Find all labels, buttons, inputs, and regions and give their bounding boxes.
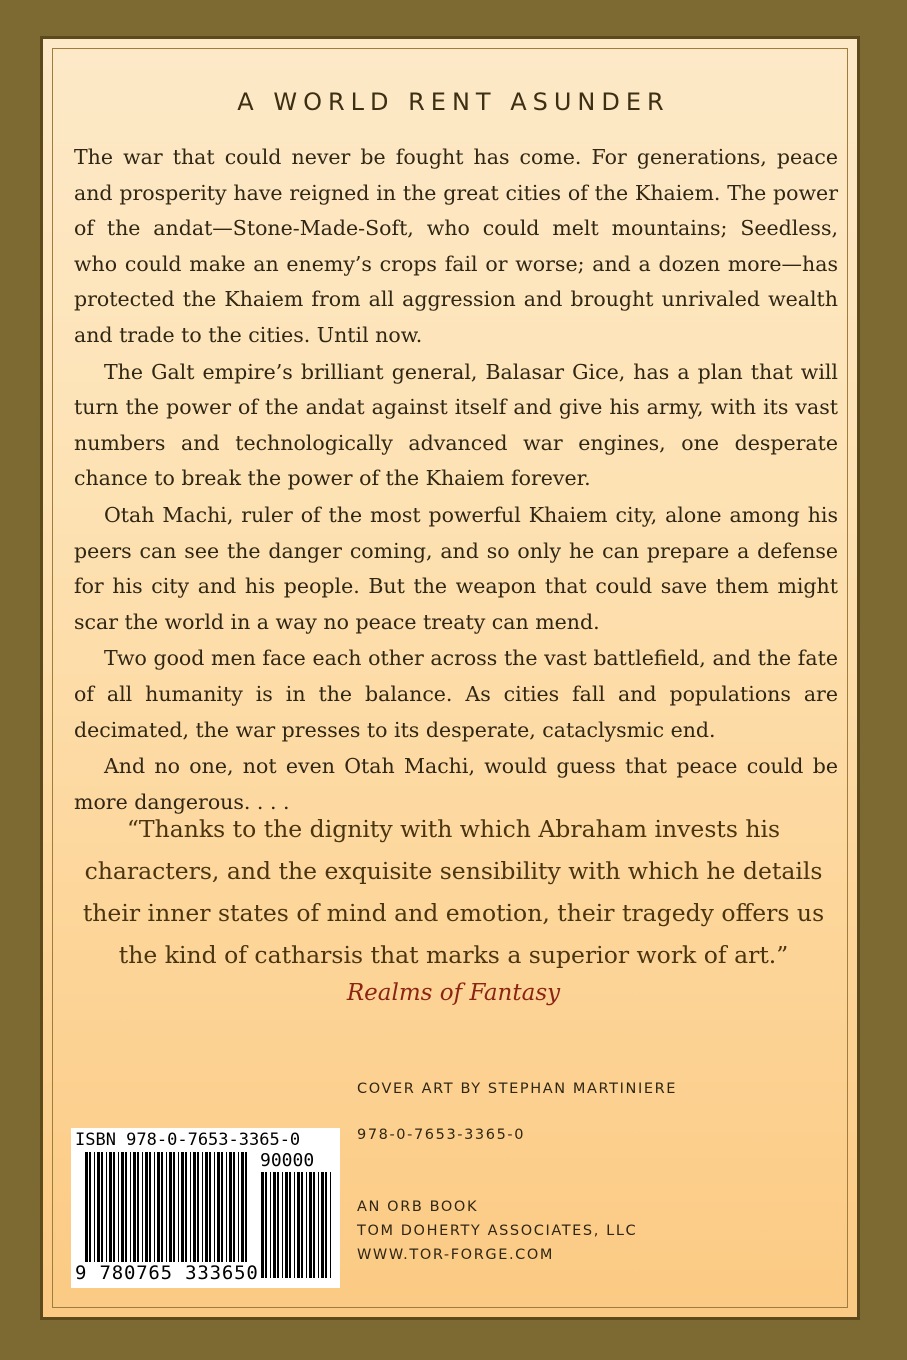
barcode-bar (289, 1172, 291, 1278)
barcode-bar (145, 1152, 148, 1262)
barcode-bar (282, 1172, 283, 1278)
barcode-bar (229, 1152, 232, 1262)
barcode-isbn-label: ISBN 978-0-7653-3365-0 (75, 1130, 301, 1150)
barcode-bar (214, 1152, 215, 1262)
barcode-bar (265, 1172, 267, 1278)
barcode-bar (238, 1152, 239, 1262)
barcode-ean-digits: 9 780765 333650 (75, 1262, 259, 1284)
barcode-bar (309, 1172, 312, 1278)
synopsis-paragraph: The Galt empire’s brilliant general, Balasar Gice, has a plan that will turn the power of the andat against itself and give his army, with its vast numbers and technologically advanced war engines, one desperate chance to break the power of the Khaiem forever. (74, 359, 838, 491)
barcode-bar (325, 1172, 327, 1278)
barcode-bar (321, 1172, 324, 1278)
imprint: AN ORB BOOK (357, 1199, 479, 1215)
barcode-bar (121, 1152, 124, 1262)
barcode-bar (273, 1172, 276, 1278)
barcode-bar (106, 1152, 107, 1262)
barcode-bar (197, 1152, 199, 1262)
barcode-bar (190, 1152, 191, 1262)
barcode-bar (133, 1152, 136, 1262)
barcode-bar (277, 1172, 279, 1278)
barcode-bar (130, 1152, 131, 1262)
synopsis-paragraph: Two good men face each other across the vast battlefield, and the fate of all humanity is in the balance. As cities fall and populations are decimated, the war presses to its desperate, cataclysmic end. (74, 646, 838, 742)
barcode-bar (202, 1152, 203, 1262)
barcode-bar (161, 1152, 163, 1262)
barcode-bar (318, 1172, 319, 1278)
barcode-bar (221, 1152, 223, 1262)
barcode-bar (193, 1152, 196, 1262)
barcode-bar (261, 1172, 264, 1278)
barcode-bar (313, 1172, 315, 1278)
barcode-bar (233, 1152, 235, 1262)
synopsis-paragraph: And no one, not even Otah Machi, would guess that peace could be more dangerous. . . . (74, 754, 838, 814)
barcode-bar (217, 1152, 220, 1262)
barcode-bar (113, 1152, 115, 1262)
barcode-bar (226, 1152, 227, 1262)
barcode-bar (157, 1152, 160, 1262)
barcode-bar (154, 1152, 155, 1262)
isbn-number: 978-0-7653-3365-0 (357, 1127, 526, 1143)
barcode-bar (245, 1152, 247, 1262)
barcode-bar (178, 1152, 179, 1262)
barcode-bar (109, 1152, 112, 1262)
barcode-bar (270, 1172, 271, 1278)
barcode-bar (101, 1152, 103, 1262)
barcode-bar (97, 1152, 100, 1262)
publisher: TOM DOHERTY ASSOCIATES, LLC (357, 1223, 638, 1239)
barcode-bar (169, 1152, 172, 1262)
barcode-bar (85, 1152, 88, 1262)
barcode-bar (306, 1172, 307, 1278)
synopsis-paragraph: The war that could never be fought has come. For generations, peace and prosperity have reigned in the great cities of the Khaiem. The power of the andat—Stone-Made-Soft, who could melt mountains; Seedless, who could make an enemy’s crops fail or worse; and a dozen more—has protected the Khaiem from all aggression and brought unrivaled wealth and trade to the cities. Until now. (74, 145, 838, 347)
barcode-bar (241, 1152, 244, 1262)
review-quote: “Thanks to the dignity with which Abraham invests his characters, and the exquisite sensibility with which he details their inner states of mind and emotion, their tragedy offers us the kind of catharsis that marks a superior work of art.” (82, 815, 825, 969)
barcode-price-code: 90000 (260, 1150, 315, 1171)
barcode-bar (185, 1152, 187, 1262)
barcode-bar (330, 1172, 331, 1278)
barcode-bar (142, 1152, 143, 1262)
barcode (71, 1128, 340, 1288)
barcode-bar (294, 1172, 295, 1278)
barcode-bar (118, 1152, 119, 1262)
barcode-bar (297, 1172, 300, 1278)
synopsis (74, 140, 838, 821)
barcode-bar (173, 1152, 175, 1262)
barcode-bar (137, 1152, 139, 1262)
barcode-bar (94, 1152, 95, 1262)
barcode-bar (209, 1152, 211, 1262)
barcode-bar (125, 1152, 127, 1262)
barcode-bar (89, 1152, 91, 1262)
synopsis-paragraph: Otah Machi, ruler of the most powerful Khaiem city, alone among his peers can see the danger coming, and so only he can prepare a defense for his city and his people. But the weapon that could save them might scar the world in a way no peace treaty can mend. (74, 502, 838, 634)
barcode-bar (149, 1152, 151, 1262)
quote-source: Realms of Fantasy (346, 980, 561, 1006)
headline: A WORLD RENT ASUNDER (237, 88, 670, 116)
barcode-bar (301, 1172, 303, 1278)
barcode-bar (166, 1152, 167, 1262)
barcode-bar (181, 1152, 184, 1262)
cover-art-credit: COVER ART BY STEPHAN MARTINIERE (357, 1081, 678, 1097)
barcode-bar (285, 1172, 288, 1278)
website: WWW.TOR-FORGE.COM (357, 1247, 555, 1263)
barcode-bar (205, 1152, 208, 1262)
